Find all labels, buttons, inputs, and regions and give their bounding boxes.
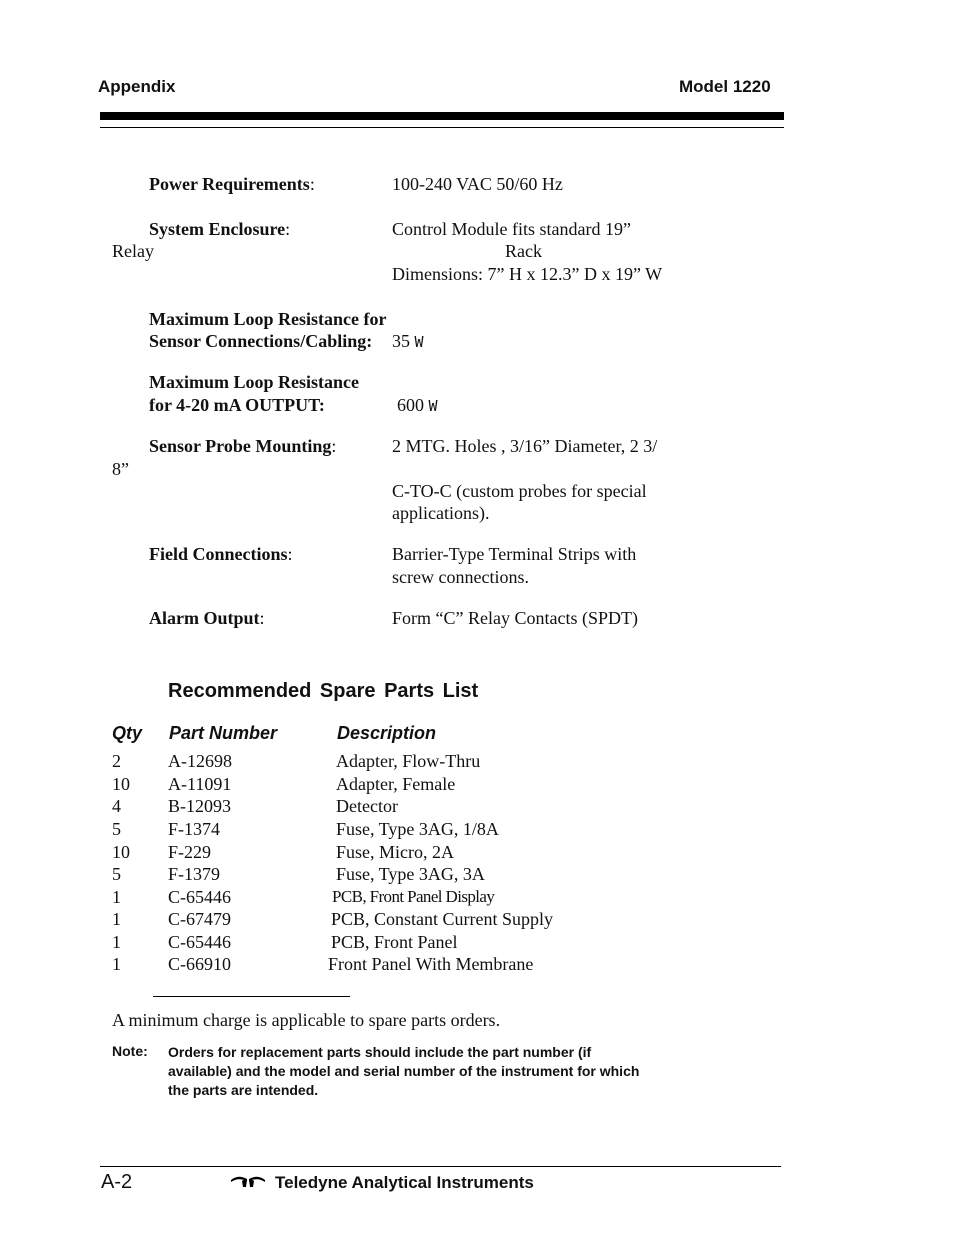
note-label: Note: [112, 1043, 148, 1059]
spec-probe-label: Sensor Probe Mounting: [149, 436, 337, 456]
footer-rule [100, 1166, 781, 1167]
row-part-number: C-67479 [168, 909, 231, 929]
min-charge-text: A minimum charge is applicable to spare parts orders. [112, 1010, 501, 1030]
spec-loop-output-label2: for 4-20 mA OUTPUT: [149, 395, 325, 415]
row-qty: 4 [112, 796, 121, 816]
spec-enclosure-relay: Relay [112, 241, 154, 261]
ohm-symbol: W [428, 397, 438, 415]
header-model: Model 1220 [679, 77, 771, 96]
spec-probe-wrap: 8” [112, 459, 129, 479]
note-text: Orders for replacement parts should include the part number (if available) and the model and serial number of the instrument for which the parts are intended. [168, 1044, 640, 1098]
row-description: Detector [336, 796, 398, 816]
row-part-number: F-229 [168, 842, 212, 862]
row-qty: 2 [112, 751, 121, 771]
separator-rule [153, 996, 350, 997]
spec-field-line2: screw connections. [392, 567, 529, 587]
footer-company-name: Teledyne Analytical Instruments [275, 1173, 534, 1192]
row-part-number: F-1374 [168, 819, 221, 839]
spec-probe-line2: C-TO-C (custom probes for special [392, 481, 647, 501]
row-description: Front Panel With Membrane [328, 954, 534, 974]
row-qty: 1 [112, 887, 121, 907]
spec-alarm-label: Alarm Output: [149, 608, 265, 628]
row-qty: 1 [112, 932, 121, 952]
spec-power-label: Power Requirements: [149, 174, 315, 194]
col-header-description: Description [337, 723, 437, 743]
row-qty: 5 [112, 864, 121, 884]
header-rule-thick [100, 112, 784, 120]
row-part-number: A-11091 [168, 774, 232, 794]
spec-loop-sensor-label2: Sensor Connections/Cabling: [149, 331, 373, 351]
col-header-qty: Qty [112, 723, 143, 743]
row-description: Adapter, Female [336, 774, 456, 794]
spec-loop-sensor-value: 35 W [392, 331, 424, 351]
spec-loop-output-value: 600 W [397, 395, 438, 415]
row-qty: 1 [112, 954, 121, 974]
row-qty: 5 [112, 819, 121, 839]
row-description: PCB, Front Panel Display [332, 887, 495, 906]
ohm-symbol: W [414, 333, 424, 351]
spec-loop-sensor-label1: Maximum Loop Resistance for [149, 309, 387, 329]
row-description: Fuse, Micro, 2A [336, 842, 454, 862]
spec-field-label: Field Connections: [149, 544, 293, 564]
row-part-number: C-66910 [168, 954, 231, 974]
footer-page-number: A-2 [101, 1171, 133, 1193]
spec-enclosure-dimensions: Dimensions: 7” H x 12.3” D x 19” W [392, 264, 663, 284]
row-qty: 10 [112, 774, 130, 794]
row-part-number: C-65446 [168, 887, 231, 907]
row-part-number: F-1379 [168, 864, 221, 884]
row-part-number: B-12093 [168, 796, 231, 816]
spec-probe-line3: applications). [392, 503, 490, 523]
row-description: Fuse, Type 3AG, 3A [336, 864, 485, 884]
header-section: Appendix [98, 77, 176, 96]
spec-probe-line1: 2 MTG. Holes , 3/16” Diameter, 2 3/ [392, 436, 658, 456]
row-qty: 1 [112, 909, 121, 929]
spec-enclosure-line1: Control Module fits standard 19” [392, 219, 631, 239]
spec-power-value: 100-240 VAC 50/60 Hz [392, 174, 563, 194]
header-rule-thin [100, 127, 784, 128]
spec-loop-output-label1: Maximum Loop Resistance [149, 372, 359, 392]
spare-parts-title: Recommended Spare Parts List [168, 680, 479, 702]
row-description: Fuse, Type 3AG, 1/8A [336, 819, 499, 839]
spec-field-line1: Barrier-Type Terminal Strips with [392, 544, 637, 564]
row-qty: 10 [112, 842, 130, 862]
row-part-number: A-12698 [168, 751, 232, 771]
row-description: PCB, Constant Current Supply [331, 909, 554, 929]
spec-enclosure-label: System Enclosure: [149, 219, 291, 239]
row-description: Adapter, Flow-Thru [336, 751, 481, 771]
col-header-part-number: Part Number [169, 723, 278, 743]
row-part-number: C-65446 [168, 932, 231, 952]
spec-enclosure-rack: Rack [505, 241, 542, 261]
spec-alarm-value: Form “C” Relay Contacts (SPDT) [392, 608, 638, 628]
teledyne-logo-icon [230, 1174, 266, 1188]
row-description: PCB, Front Panel [331, 932, 458, 952]
